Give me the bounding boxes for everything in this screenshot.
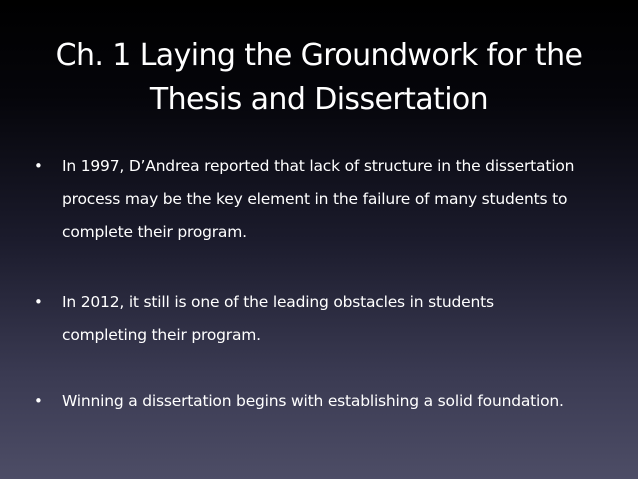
bullet-marker: • bbox=[34, 392, 43, 410]
bullet-marker: • bbox=[34, 293, 43, 311]
bullet-marker: • bbox=[34, 157, 43, 175]
slide-title bbox=[0, 34, 638, 122]
bullet-text bbox=[62, 385, 622, 418]
bullet-text-line: In 1997, D’Andrea reported that lack of structure in the dissertation bbox=[62, 157, 575, 175]
bullet-text-line: Winning a dissertation begins with establishing a solid foundation. bbox=[62, 392, 564, 410]
bullet-text-line: complete their program. bbox=[62, 223, 247, 241]
slide-title-line: Ch. 1 Laying the Groundwork for the bbox=[55, 38, 583, 73]
bullet-text-line: In 2012, it still is one of the leading obstacles in students bbox=[62, 293, 494, 311]
slide-title-line: Thesis and Dissertation bbox=[149, 82, 489, 117]
bullet-text bbox=[62, 150, 622, 249]
bullet-text-line: process may be the key element in the failure of many students to bbox=[62, 190, 568, 208]
bullet-text bbox=[62, 286, 622, 352]
bullet-text-line: completing their program. bbox=[62, 326, 261, 344]
